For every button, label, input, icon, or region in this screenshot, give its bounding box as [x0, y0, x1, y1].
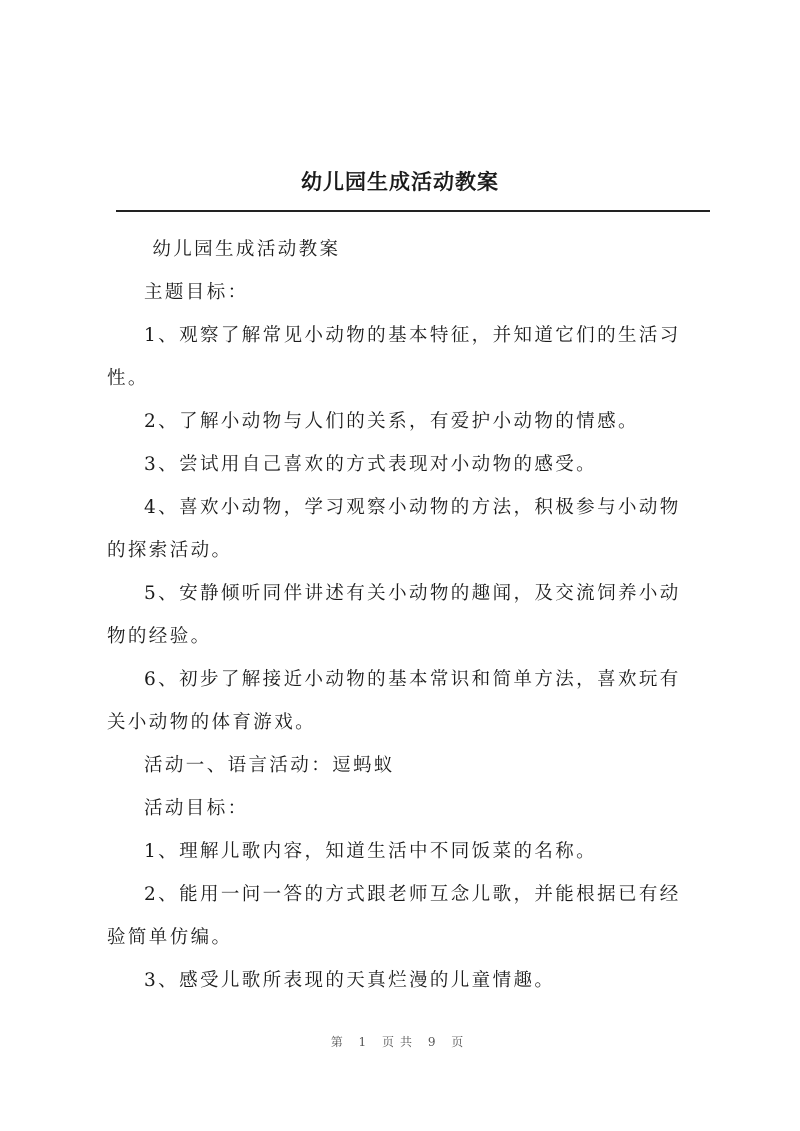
title-divider — [116, 210, 710, 212]
activity-one-heading: 活动一、语言活动：逗蚂蚁 — [144, 755, 395, 776]
activity-goals-label: 活动目标： — [144, 798, 249, 819]
document-title: 幼儿园生成活动教案 — [301, 169, 499, 194]
activity-goal-item-2: 2、能用一问一答的方式跟老师互念儿歌，并能根据已有经验简单仿编。 — [107, 884, 681, 948]
goal-item-6: 6、初步了解接近小动物的基本常识和简单方法，喜欢玩有关小动物的体育游戏。 — [107, 669, 681, 733]
goal-item-1: 1、观察了解常见小动物的基本特征，并知道它们的生活习性。 — [107, 325, 681, 389]
goal-item-3: 3、尝试用自己喜欢的方式表现对小动物的感受。 — [144, 454, 598, 475]
page-number-footer: 第 1 页共 9 页 — [330, 1035, 470, 1049]
theme-goals-label: 主题目标： — [144, 282, 249, 303]
activity-goal-item-3: 3、感受儿歌所表现的天真烂漫的儿童情趣。 — [144, 970, 556, 991]
goal-item-5: 5、安静倾听同伴讲述有关小动物的趣闻，及交流饲养小动物的经验。 — [107, 583, 681, 647]
document-body — [107, 228, 697, 1002]
activity-goal-item-1: 1、理解儿歌内容，知道生活中不同饭菜的名称。 — [144, 841, 598, 862]
goal-item-4: 4、喜欢小动物，学习观察小动物的方法，积极参与小动物的探索活动。 — [107, 497, 681, 561]
body-heading: 幼儿园生成活动教案 — [152, 239, 341, 260]
goal-item-2: 2、了解小动物与人们的关系，有爱护小动物的情感。 — [144, 411, 639, 432]
